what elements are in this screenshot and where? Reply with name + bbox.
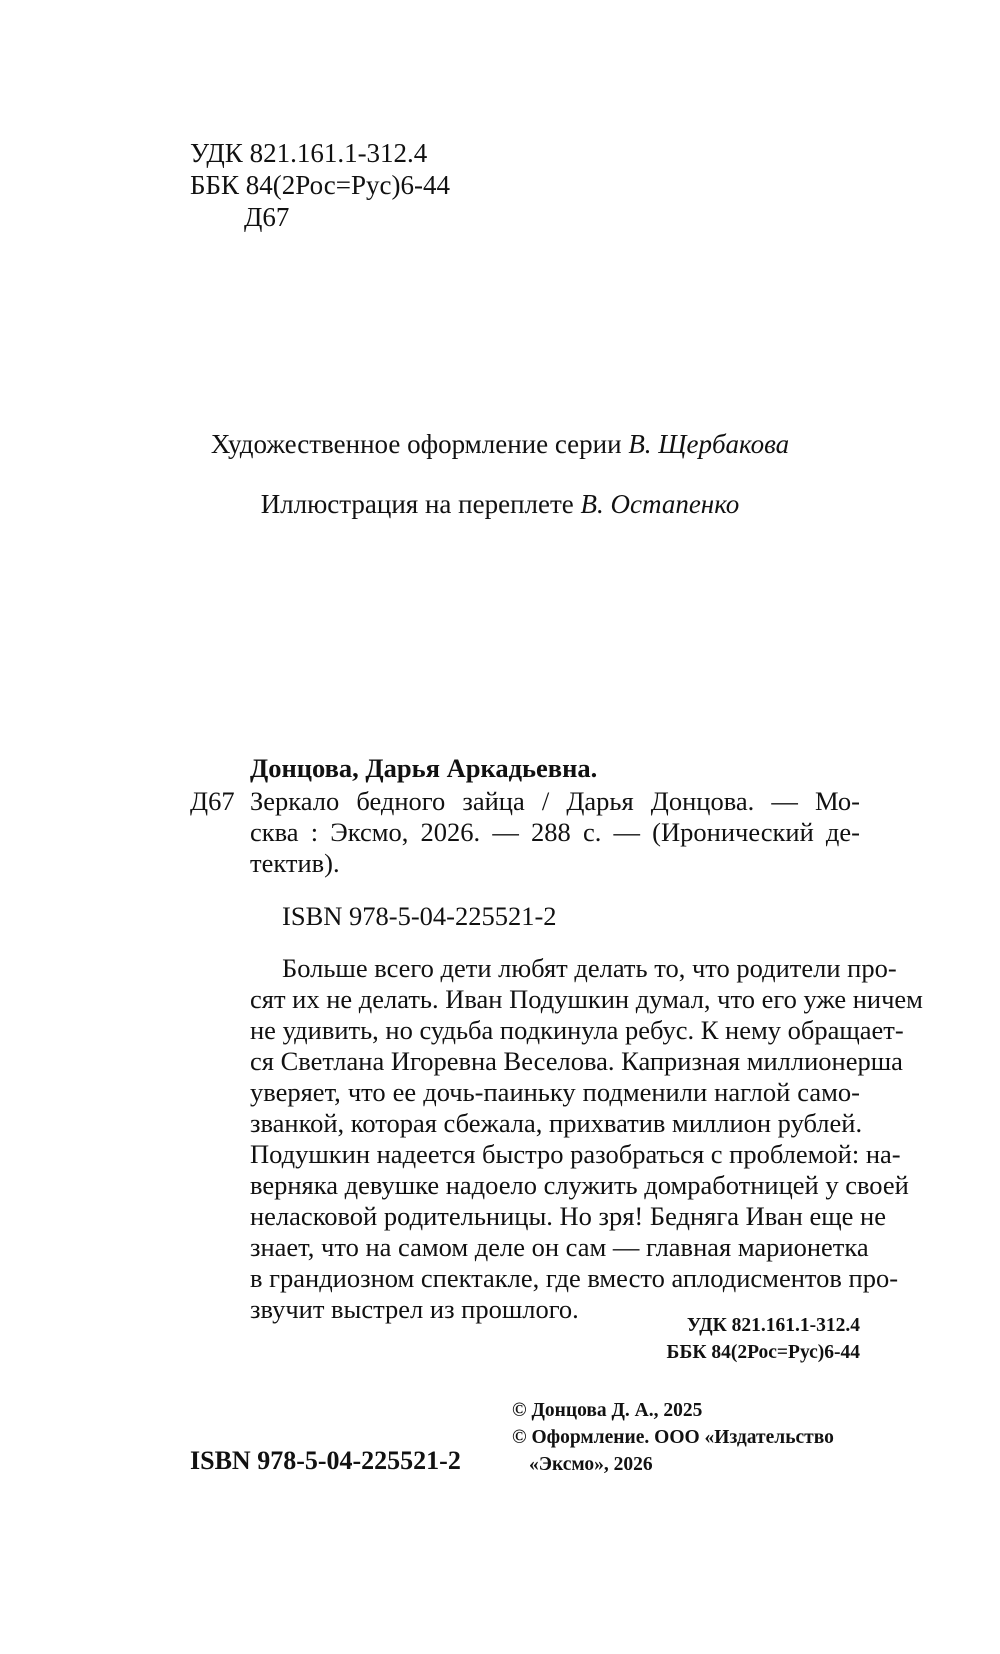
- design-credit: [0, 428, 1000, 460]
- author-mark: Д67: [244, 202, 290, 232]
- isbn-bottom: ISBN 978-5-04-225521-2: [190, 1446, 461, 1475]
- annotation-line: уверяет, что ее дочь-паиньку подменили наглой само-: [250, 1077, 860, 1107]
- illustration-credit-name: В. Остапенко: [580, 489, 740, 519]
- record-title-block: [250, 786, 860, 848]
- record-title-line: тектив).: [250, 848, 340, 878]
- footer-udk-code: УДК 821.161.1-312.4: [686, 1315, 860, 1336]
- annotation-line: Больше всего дети любят делать то, что родители про-: [282, 953, 897, 983]
- record-isbn: ISBN 978-5-04-225521-2: [282, 901, 557, 931]
- annotation-line: неласковой родительницы. Но зря! Бедняга Иван еще не: [250, 1201, 886, 1231]
- design-credit-label: Художественное оформление серии: [210, 429, 622, 459]
- record-title-line: Зеркало бедного зайца / Дарья Донцова. — Мо-: [250, 786, 860, 816]
- annotation-line: звучит выстрел из прошлого.: [250, 1294, 579, 1324]
- footer-bbk-code: ББК 84(2Рос=Рус)6-44: [666, 1342, 860, 1363]
- illustration-credit: [0, 488, 1000, 520]
- illustration-credit-label: Иллюстрация на переплете: [260, 489, 574, 519]
- annotation-line: не удивить, но судьба подкинула ребус. К нему обращает-: [250, 1015, 904, 1045]
- design-credit-name: В. Щербакова: [628, 429, 790, 459]
- record-author-mark: Д67: [190, 786, 235, 816]
- record-title-line: сква : Эксмо, 2026. — 288 с. — (Иронический де-: [250, 817, 860, 847]
- record-author: Донцова, Дарья Аркадьевна.: [250, 753, 598, 783]
- annotation-line: знает, что на самом деле он сам — главная марионетка: [250, 1232, 869, 1262]
- annotation-line: в грандиозном спектакле, где вместо аплодисментов про-: [250, 1263, 899, 1293]
- copyright-author: © Донцова Д. А., 2025: [512, 1400, 703, 1421]
- copyright-publisher: «Эксмо», 2026: [529, 1454, 653, 1475]
- annotation: [250, 953, 923, 1325]
- copyright-design: © Оформление. ООО «Издательство: [512, 1427, 834, 1448]
- udk-code: УДК 821.161.1-312.4: [190, 138, 428, 168]
- annotation-line: Подушкин надеется быстро разобраться с проблемой: на-: [250, 1139, 901, 1169]
- annotation-line: ся Светлана Игоревна Веселова. Капризная миллионерша: [250, 1046, 903, 1076]
- annotation-line: званкой, которая сбежала, прихватив миллион рублей.: [250, 1108, 863, 1138]
- annotation-line: верняка девушке надоело служить домработницей у своей: [250, 1170, 909, 1200]
- annotation-line: сят их не делать. Иван Подушкин думал, что его уже ничем: [250, 984, 923, 1014]
- bbk-code: ББК 84(2Рос=Рус)6-44: [190, 170, 450, 200]
